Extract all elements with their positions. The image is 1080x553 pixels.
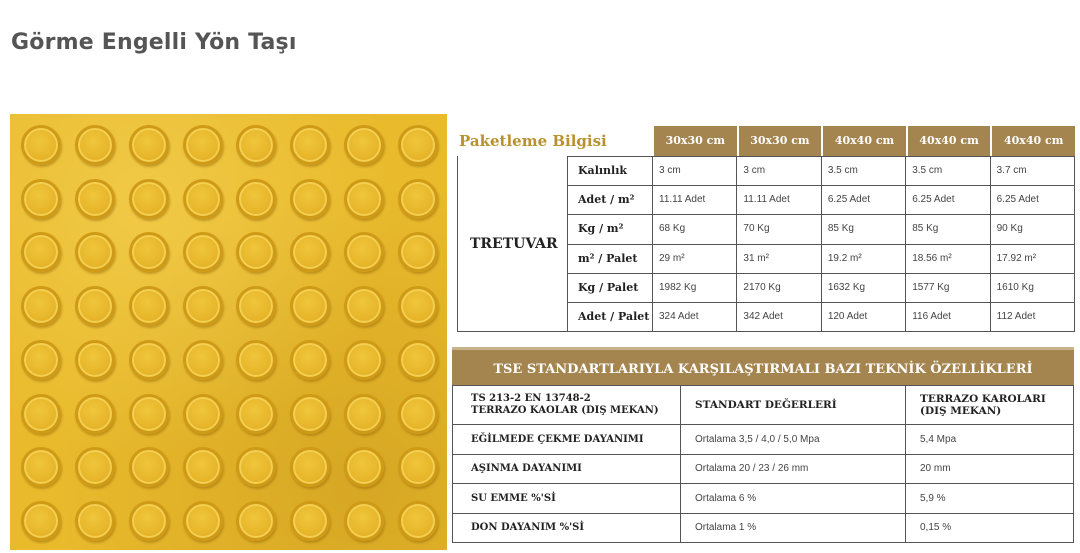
tactile-dot [129,501,169,541]
tactile-dot [75,447,115,487]
tactile-dot [290,447,330,487]
product-group-label: TRETUVAR [458,156,568,331]
tse-header-product [906,386,1073,424]
packaging-cell: 120 Adet [822,303,906,331]
tactile-dot-grid [10,114,447,550]
size-column-header: 30x30 cm [652,126,737,156]
size-column-header: 40x40 cm [821,126,906,156]
tactile-dot [344,232,384,272]
tse-table-body [452,385,1074,543]
tactile-dot [290,394,330,434]
packaging-cell: 6.25 Adet [996,194,1039,206]
packaging-cell: 18.56 m² [906,245,990,273]
tactile-dot [290,286,330,326]
tactile-dot [75,394,115,434]
size-column-header: 40x40 cm [906,126,991,156]
packaging-body [457,156,1075,332]
tactile-dot [236,501,276,541]
tactile-dot [129,232,169,272]
tse-header-standard [453,386,681,424]
tactile-dot [21,447,61,487]
tse-header-product-line2: (DIŞ MEKAN) [920,405,1002,417]
tactile-dot [75,125,115,165]
tactile-dot [129,394,169,434]
tactile-dot [398,286,438,326]
tactile-dot [398,447,438,487]
tactile-dot [290,340,330,380]
packaging-cell: 19.2 m² [822,245,906,273]
tactile-dot [236,125,276,165]
packaging-row [568,214,1074,243]
packaging-row [568,273,1074,302]
tactile-dot [129,179,169,219]
tactile-dot [129,125,169,165]
packaging-row [568,156,1074,185]
packaging-row [568,244,1074,273]
tactile-dot [290,232,330,272]
packaging-row-label: m² / Palet [568,245,653,273]
tactile-dot [236,447,276,487]
tse-standard-value: Ortalama 3,5 / 4,0 / 5,0 Mpa [681,425,906,454]
tactile-dot [21,232,61,272]
packaging-row [568,185,1074,214]
packaging-cell: 1577 Kg [906,274,990,302]
size-column-header: 40x40 cm [990,126,1075,156]
tse-data-row [453,424,1073,454]
packaging-cell: 3.5 cm [906,157,990,185]
packaging-cell: 1632 Kg [822,274,906,302]
tactile-dot [344,501,384,541]
tactile-dot [398,179,438,219]
tactile-dot [183,340,223,380]
tactile-dot [290,501,330,541]
tse-header-standard-line2: TERRAZO KAOLAR (DIŞ MEKAN) [471,405,659,416]
tse-header-standard-values: STANDART DEĞERLERİ [681,386,906,424]
tactile-dot [236,340,276,380]
tse-property: EĞİLMEDE ÇEKME DAYANIMI [453,425,681,454]
tactile-dot [344,125,384,165]
packaging-cell: 342 Adet [737,303,821,331]
tse-data-row [453,513,1073,543]
tactile-dot [129,447,169,487]
packaging-cell: 3.7 cm [996,165,1027,176]
packaging-cell: 85 Kg [822,215,906,243]
tactile-dot [129,286,169,326]
tactile-dot [21,286,61,326]
tactile-dot [75,286,115,326]
tse-property: SU EMME %'Sİ [453,484,681,513]
tactile-dot [344,394,384,434]
tse-product-value: 5,4 Mpa [920,433,957,445]
tactile-dot [75,179,115,219]
tactile-dot [183,232,223,272]
packaging-cell: 1982 Kg [653,274,737,302]
tactile-dot [21,501,61,541]
tactile-dot [75,340,115,380]
tactile-dot [21,125,61,165]
tse-comparison-table [452,347,1074,543]
tactile-dot [398,394,438,434]
tse-standard-value: Ortalama 20 / 23 / 26 mm [681,455,906,484]
tactile-dot [183,394,223,434]
packaging-cell: 6.25 Adet [906,186,990,214]
tactile-dot [344,340,384,380]
packaging-cell: 11.11 Adet [653,186,737,214]
packaging-cell: 11.11 Adet [737,186,821,214]
packaging-rows [568,156,1074,331]
page-title: Görme Engelli Yön Taşı [11,30,297,55]
packaging-cell: 324 Adet [653,303,737,331]
tactile-dot [236,232,276,272]
packaging-cell: 3 cm [653,157,737,185]
tactile-dot [290,179,330,219]
tactile-dot [183,125,223,165]
tse-standard-value: Ortalama 1 % [681,514,906,543]
packaging-cell: 90 Kg [996,223,1023,235]
tactile-dot [21,340,61,380]
tactile-dot [398,340,438,380]
tactile-dot [398,232,438,272]
packaging-cell: 29 m² [653,245,737,273]
tactile-dot [344,179,384,219]
packaging-cell: 68 Kg [653,215,737,243]
packaging-row-label: Adet / m² [568,186,653,214]
packaging-cell: 112 Adet [996,310,1036,322]
size-column-header: 30x30 cm [737,126,822,156]
packaging-header [457,126,1075,156]
tactile-dot [129,340,169,380]
packaging-cell: 6.25 Adet [822,186,906,214]
tactile-dot [183,286,223,326]
packaging-row-label: Kg / Palet [568,274,653,302]
packaging-cell: 31 m² [737,245,821,273]
tactile-dot [75,501,115,541]
tactile-dot [290,125,330,165]
tactile-dot [236,394,276,434]
packaging-row [568,302,1074,331]
packaging-cell: 116 Adet [906,303,990,331]
packaging-row-label: Kalınlık [568,157,653,185]
tse-data-rows [453,424,1073,542]
packaging-title: Paketleme Bilgisi [459,132,607,150]
tse-product-value: 5,9 % [920,492,946,504]
packaging-cell: 2170 Kg [737,274,821,302]
tactile-dot [183,447,223,487]
tse-product-value: 0,15 % [920,522,952,534]
tactile-dot [398,125,438,165]
tse-data-row [453,483,1073,513]
tactile-dot [344,286,384,326]
tactile-dot [344,447,384,487]
packaging-table [457,126,1075,332]
packaging-cell: 17.92 m² [996,252,1037,264]
tse-product-value: 20 mm [920,463,951,475]
tactile-dot [236,286,276,326]
tse-standard-value: Ortalama 6 % [681,484,906,513]
tactile-dot [183,179,223,219]
packaging-cell: 85 Kg [906,215,990,243]
tse-header-product-line1: TERRAZO KAROLARI [920,393,1046,405]
tactile-dot [21,394,61,434]
packaging-row-label: Adet / Palet [568,303,653,331]
tse-property: AŞINMA DAYANIMI [453,455,681,484]
packaging-cell: 1610 Kg [996,281,1034,293]
tse-data-row [453,454,1073,484]
tactile-paving-tile-image [10,114,447,550]
packaging-row-label: Kg / m² [568,215,653,243]
tactile-dot [21,179,61,219]
tactile-dot [183,501,223,541]
tactile-dot [75,232,115,272]
tse-header-row [453,385,1073,424]
tse-table-title: TSE STANDARTLARIYLA KARŞILAŞTIRMALI BAZI TEKNİK ÖZELLİKLERİ [452,347,1074,385]
tactile-dot [236,179,276,219]
packaging-cell: 70 Kg [737,215,821,243]
packaging-cell: 3.5 cm [822,157,906,185]
tactile-dot [398,501,438,541]
tse-property: DON DAYANIM %'Sİ [453,514,681,543]
packaging-cell: 3 cm [737,157,821,185]
tse-header-standard-line1: TS 213-2 EN 13748-2 [471,393,591,404]
